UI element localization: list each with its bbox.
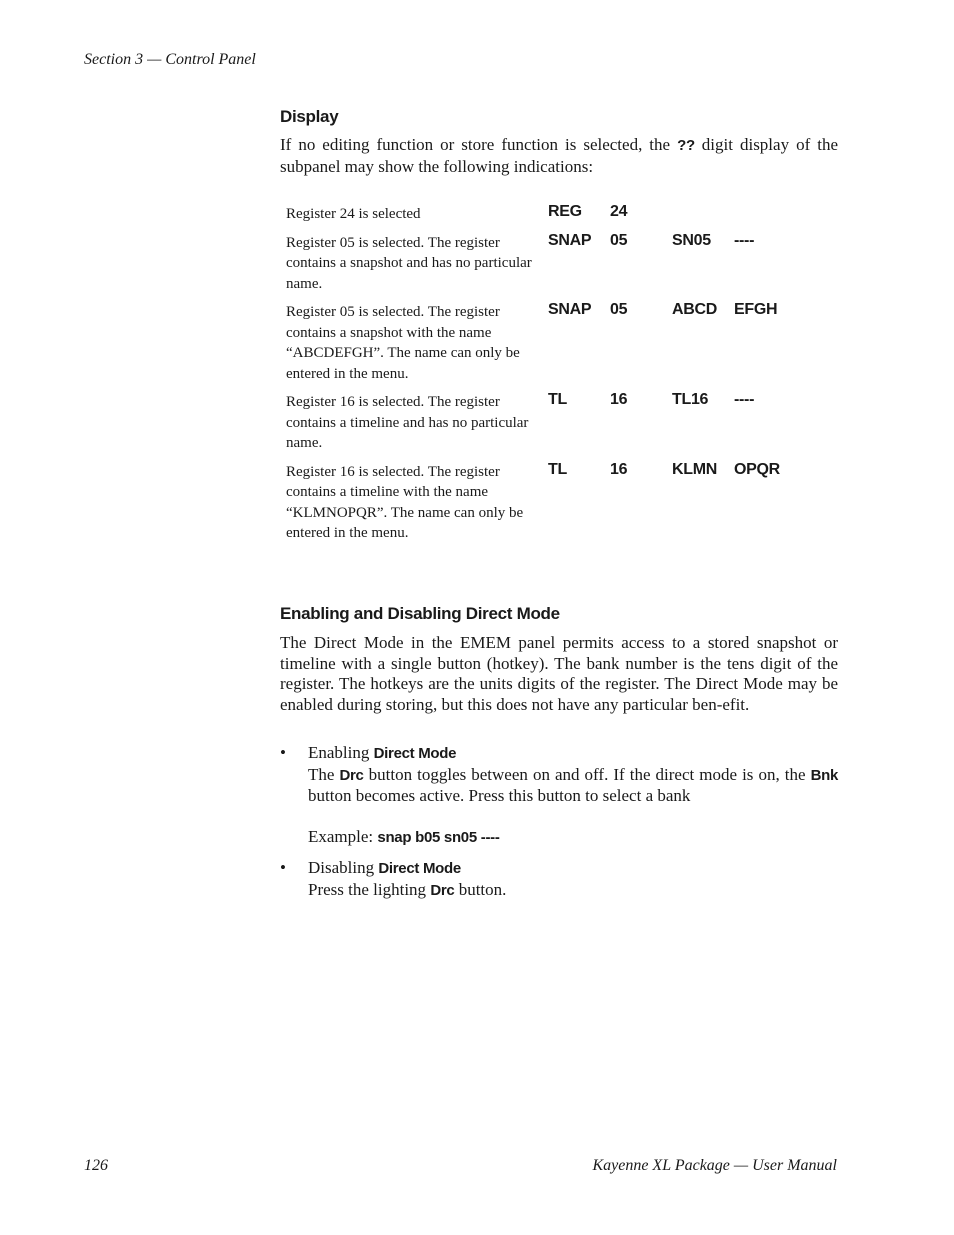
direct-mode-bullet-list bbox=[280, 743, 838, 901]
indication-desc: Register 24 is selected bbox=[286, 206, 421, 222]
page-number: 126 bbox=[84, 1157, 108, 1174]
indication-code-2: 05 bbox=[610, 231, 628, 249]
enabling-label-prefix: Enabling bbox=[308, 743, 374, 762]
indication-desc: Register 05 is selected. The register contains a snapshot with the name “ABCDEFGH”. The name can only be entered in the menu. bbox=[286, 304, 520, 382]
indication-desc: Register 16 is selected. The register contains a timeline with the name “KLMNOPQR”. The name can only be entered in the menu. bbox=[286, 463, 524, 541]
indication-code-3: SN05 bbox=[672, 231, 711, 249]
indication-code-4: ---- bbox=[734, 391, 755, 408]
indication-code-1: REG bbox=[548, 203, 582, 220]
display-intro-after: digit display of the subpanel may show the following indications: bbox=[280, 135, 838, 176]
indication-row bbox=[280, 388, 794, 458]
indication-row bbox=[280, 229, 794, 299]
indication-code-1: TL bbox=[548, 391, 567, 408]
disabling-label-keyword: Direct Mode bbox=[378, 860, 461, 877]
drc-button-keyword: Drc bbox=[430, 881, 455, 899]
indication-code-3: TL16 bbox=[672, 391, 709, 408]
indication-desc: Register 16 is selected. The register contains a timeline and has no particular name. bbox=[286, 394, 529, 451]
indication-code-2: 05 bbox=[610, 301, 628, 318]
display-intro-before: If no editing function or store function is selected, the bbox=[280, 135, 678, 154]
example-code: snap b05 sn05 ---- bbox=[377, 828, 500, 846]
indication-row bbox=[280, 200, 794, 229]
disabling-text-1: Press the lighting bbox=[308, 879, 431, 899]
disabling-label bbox=[308, 858, 838, 880]
display-intro-code: ?? bbox=[677, 137, 695, 154]
enabling-example bbox=[308, 827, 838, 849]
section-heading-display: Display bbox=[280, 107, 339, 126]
footer-title: Kayenne XL Package — User Manual bbox=[592, 1157, 837, 1174]
indication-code-4 bbox=[734, 200, 794, 229]
indication-code-4: OPQR bbox=[734, 460, 780, 478]
indication-code-2: 16 bbox=[610, 391, 628, 408]
bnk-button-keyword: Bnk bbox=[810, 766, 838, 784]
enabling-text-3: button becomes active. Press this button to select a bank bbox=[308, 786, 691, 805]
enabling-text-2: button toggles between on and off. If the direct mode is on, the bbox=[363, 764, 811, 784]
section-heading-direct-mode: Enabling and Disabling Direct Mode bbox=[280, 604, 560, 623]
direct-mode-intro: The Direct Mode in the EMEM panel permits access to a stored snapshot or timeline with a single button (hotkey). The bank number is the tens digit of the register. The hotkeys are the units digits of the register. The Direct Mode may be enabled during storing, but this does not have any particular ben-efit. bbox=[280, 633, 838, 714]
indication-code-1: SNAP bbox=[548, 301, 592, 318]
indication-desc: Register 05 is selected. The register contains a snapshot and has no particular name. bbox=[286, 234, 532, 292]
indication-code-3: KLMN bbox=[672, 460, 718, 478]
disabling-text-2: button. bbox=[454, 879, 507, 899]
indication-row bbox=[280, 458, 794, 548]
example-label: Example: bbox=[308, 826, 378, 846]
list-item-enabling bbox=[280, 743, 838, 848]
indication-row bbox=[280, 298, 794, 388]
enabling-label-keyword: Direct Mode bbox=[373, 745, 457, 762]
enabling-label bbox=[308, 743, 838, 765]
enabling-text-1: The bbox=[308, 764, 340, 784]
enabling-description bbox=[308, 765, 838, 807]
disabling-label-prefix: Disabling bbox=[308, 858, 379, 877]
list-item-disabling bbox=[280, 858, 838, 901]
display-intro bbox=[280, 135, 838, 177]
running-head: Section 3 — Control Panel bbox=[84, 51, 256, 68]
indication-code-2: 16 bbox=[610, 460, 628, 478]
disabling-description bbox=[308, 880, 838, 902]
drc-button-keyword: Drc bbox=[339, 766, 364, 784]
indication-code-1: SNAP bbox=[548, 231, 592, 249]
indication-code-3: ABCD bbox=[672, 301, 718, 318]
bullet-icon: • bbox=[280, 858, 286, 877]
indication-code-3 bbox=[672, 200, 734, 229]
indication-table bbox=[280, 200, 794, 548]
bullet-icon: • bbox=[280, 743, 286, 762]
indication-code-4: EFGH bbox=[734, 301, 778, 318]
indication-code-1: TL bbox=[548, 460, 567, 478]
indication-code-4: ---- bbox=[734, 231, 755, 249]
indication-code-2: 24 bbox=[610, 203, 628, 220]
